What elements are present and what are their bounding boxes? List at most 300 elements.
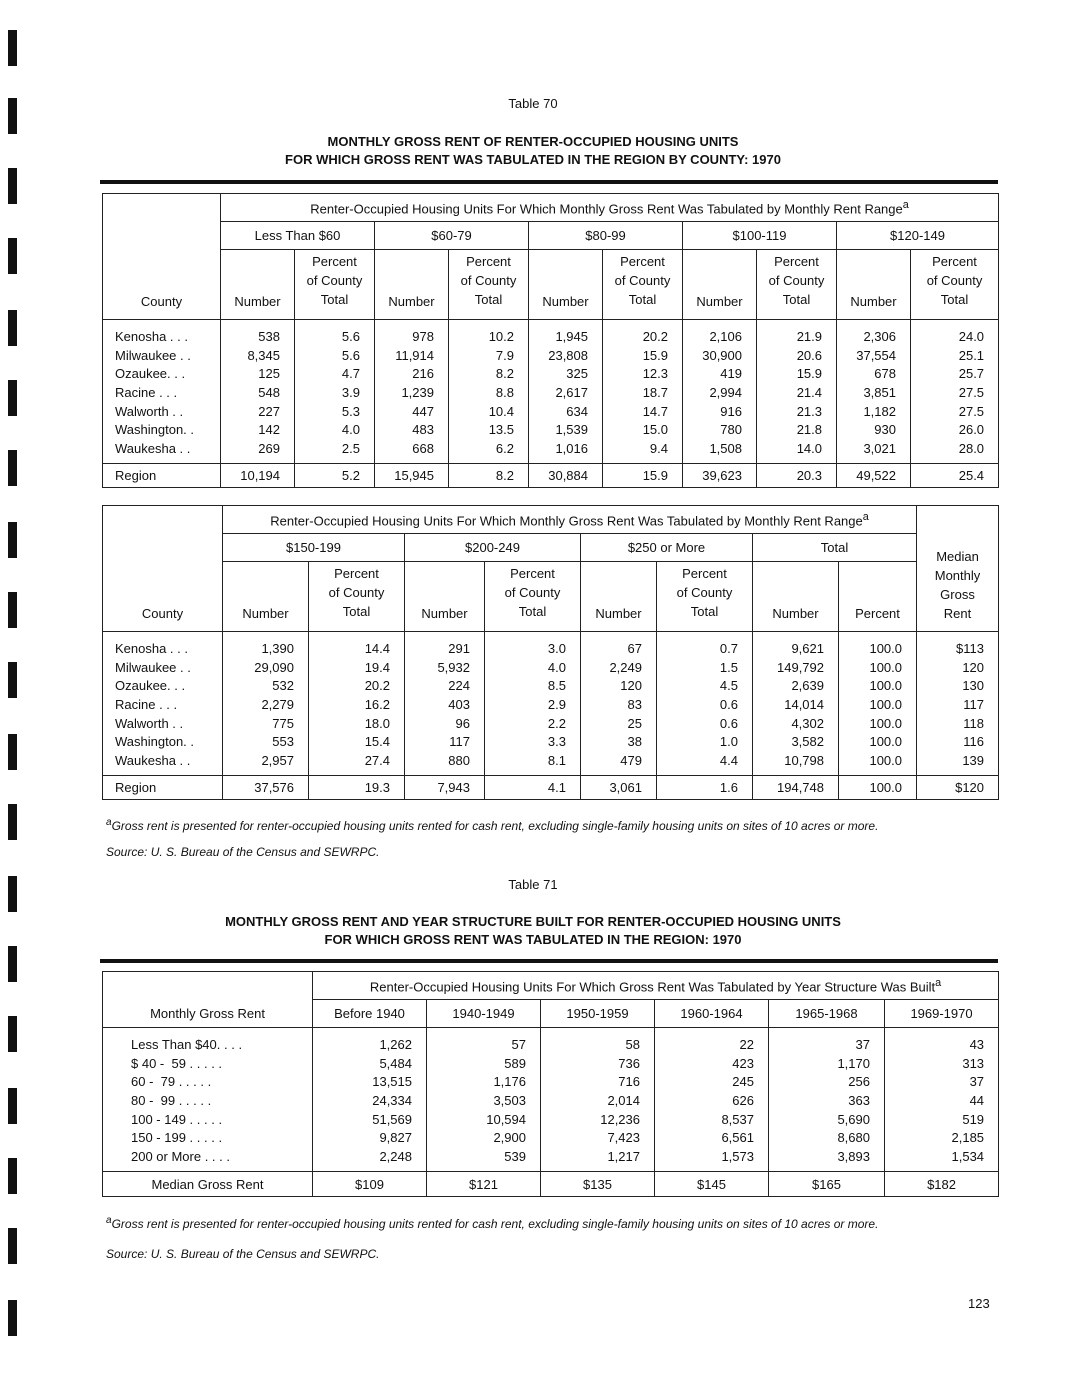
table-71-source: Source: U. S. Bureau of the Census and SEWRPC. xyxy=(106,1247,380,1261)
data-cell: 678 xyxy=(837,365,911,384)
percent-header-line: Percent xyxy=(334,566,379,581)
range-header: $120-149 xyxy=(837,222,999,250)
data-cell: 423 xyxy=(655,1054,769,1073)
footnote-text: Gross rent is presented for renter-occupied housing units rented for cash rent, excluding single-family housing units on sites of 10 acres or more. xyxy=(111,1217,879,1231)
data-cell: 29,090 xyxy=(223,658,309,677)
data-cell: 291 xyxy=(405,640,485,659)
data-cell: 8.1 xyxy=(485,751,581,770)
data-cell: 100.0 xyxy=(839,732,917,751)
data-cell: 10,594 xyxy=(427,1110,541,1129)
footnote-mark: a xyxy=(935,976,942,989)
data-cell: 3.0 xyxy=(485,640,581,659)
data-cell: 6.2 xyxy=(449,439,529,458)
data-cell: 3.3 xyxy=(485,732,581,751)
summary-cell: 30,884 xyxy=(529,464,603,488)
year-header: Before 1940 xyxy=(313,1000,427,1028)
table-row xyxy=(103,640,999,659)
summary-cell: 5.2 xyxy=(295,464,375,488)
table-row xyxy=(103,1091,999,1110)
summary-cell: 4.1 xyxy=(485,776,581,800)
data-cell: 553 xyxy=(223,732,309,751)
data-cell: 20.6 xyxy=(757,346,837,365)
footnote-mark: a xyxy=(862,510,869,523)
row-label: Racine . . . xyxy=(115,385,178,401)
table-row xyxy=(103,1110,999,1129)
data-cell: 13.5 xyxy=(449,420,529,439)
data-cell: 8.5 xyxy=(485,677,581,696)
median-cell: $165 xyxy=(769,1172,885,1197)
binder-mark xyxy=(8,522,17,558)
data-cell: 519 xyxy=(885,1110,999,1129)
row-label: Waukesha . . xyxy=(115,752,191,768)
county-header-cell xyxy=(103,194,221,320)
data-cell: 4.0 xyxy=(295,420,375,439)
table-row xyxy=(103,658,999,677)
summary-cell: 37,576 xyxy=(223,776,309,800)
data-cell: 1,262 xyxy=(313,1036,427,1055)
percent-of-county-header xyxy=(603,250,683,320)
data-cell: 626 xyxy=(655,1091,769,1110)
data-cell: 6,561 xyxy=(655,1128,769,1147)
binder-mark xyxy=(8,734,17,770)
data-cell: 20.2 xyxy=(309,677,405,696)
range-header-row xyxy=(103,222,999,250)
data-cell: 51,569 xyxy=(313,1110,427,1129)
data-cell: 100.0 xyxy=(839,658,917,677)
data-cell: 9,621 xyxy=(753,640,839,659)
percent-header-line: Percent xyxy=(682,566,727,581)
percent-header-line: Percent xyxy=(620,254,665,269)
data-cell: 18.0 xyxy=(309,714,405,733)
data-cell: 2,279 xyxy=(223,695,309,714)
data-cell: 14.7 xyxy=(603,402,683,421)
data-cell: 43 xyxy=(885,1036,999,1055)
year-header: 1940-1949 xyxy=(427,1000,541,1028)
data-cell: 18.7 xyxy=(603,383,683,402)
data-cell: 419 xyxy=(683,365,757,384)
data-cell: 118 xyxy=(917,714,999,733)
data-cell: 930 xyxy=(837,420,911,439)
data-cell: 3,582 xyxy=(753,732,839,751)
summary-cell: 49,522 xyxy=(837,464,911,488)
data-cell: 100.0 xyxy=(839,714,917,733)
percent-header-line: of County xyxy=(926,273,983,288)
range-header: Total xyxy=(753,534,917,562)
row-label: Milwaukee . . xyxy=(115,347,191,363)
table-row xyxy=(103,1147,999,1166)
data-cell: 1,539 xyxy=(529,420,603,439)
row-label: Washington. . xyxy=(115,422,195,438)
data-cell: 22 xyxy=(655,1036,769,1055)
binder-mark xyxy=(8,1158,17,1194)
table-row xyxy=(103,751,999,770)
row-label: Kenosha . . . xyxy=(115,641,188,657)
binder-mark xyxy=(8,662,17,698)
data-cell: 1,182 xyxy=(837,402,911,421)
summary-cell: 20.3 xyxy=(757,464,837,488)
table-row xyxy=(103,1054,999,1073)
data-cell: 5.6 xyxy=(295,328,375,347)
percent-of-county-header xyxy=(449,250,529,320)
data-cell: 363 xyxy=(769,1091,885,1110)
data-cell: 2,900 xyxy=(427,1128,541,1147)
row-label: Ozaukee. . . xyxy=(115,678,186,694)
table-row xyxy=(103,346,999,365)
data-cell: 775 xyxy=(223,714,309,733)
median-header-line: Gross xyxy=(940,587,975,602)
median-cell: $109 xyxy=(313,1172,427,1197)
data-cell: 2.2 xyxy=(485,714,581,733)
region-row xyxy=(103,776,999,800)
summary-cell: 15,945 xyxy=(375,464,449,488)
table-row xyxy=(103,1128,999,1147)
data-cell: 11,914 xyxy=(375,346,449,365)
footnote-mark: a xyxy=(106,1215,112,1226)
data-cell: 27.5 xyxy=(911,383,999,402)
group-header xyxy=(221,194,999,222)
row-label: $ 40 - 59 . . . . . xyxy=(131,1055,223,1071)
range-header: $250 or More xyxy=(581,534,753,562)
row-label: Kenosha . . . xyxy=(115,329,188,345)
summary-cell: $120 xyxy=(917,776,999,800)
data-cell: 3,893 xyxy=(769,1147,885,1166)
data-cell: 149,792 xyxy=(753,658,839,677)
data-cell: 100.0 xyxy=(839,695,917,714)
data-cell: 780 xyxy=(683,420,757,439)
percent-header-line: Percent xyxy=(774,254,819,269)
data-cell: 130 xyxy=(917,677,999,696)
table-70-part-1 xyxy=(102,193,999,488)
number-header: Number xyxy=(223,562,309,632)
binder-mark xyxy=(8,804,17,840)
data-cell: 120 xyxy=(581,677,657,696)
table-row xyxy=(103,420,999,439)
data-cell: 2.9 xyxy=(485,695,581,714)
row-label: 150 - 199 . . . . . xyxy=(131,1130,223,1146)
table-row xyxy=(103,695,999,714)
data-cell: 21.9 xyxy=(757,328,837,347)
data-cell: 1,534 xyxy=(885,1147,999,1166)
data-cell: 14,014 xyxy=(753,695,839,714)
data-cell: 4.7 xyxy=(295,365,375,384)
data-cell: 8.2 xyxy=(449,365,529,384)
percent-header-line: Percent xyxy=(466,254,511,269)
table-70-title-line2: FOR WHICH GROSS RENT WAS TABULATED IN THE REGION BY COUNTY: 1970 xyxy=(285,152,781,167)
number-header: Number xyxy=(405,562,485,632)
summary-label: Region xyxy=(103,464,221,488)
data-cell: 2,248 xyxy=(313,1147,427,1166)
data-cell: 1,176 xyxy=(427,1073,541,1092)
data-cell: 5.3 xyxy=(295,402,375,421)
data-cell: 256 xyxy=(769,1073,885,1092)
data-cell: 8,345 xyxy=(221,346,295,365)
table-71-title-line1: MONTHLY GROSS RENT AND YEAR STRUCTURE BUILT FOR RENTER-OCCUPIED HOUSING UNITS xyxy=(225,914,841,929)
percent-header-line: Total xyxy=(342,604,371,619)
data-cell: 9,827 xyxy=(313,1128,427,1147)
data-cell: 325 xyxy=(529,365,603,384)
footnote-text: Gross rent is presented for renter-occupied housing units rented for cash rent, excluding single-family housing units on sites of 10 acres or more. xyxy=(111,819,879,833)
data-cell: 7.9 xyxy=(449,346,529,365)
data-cell: 245 xyxy=(655,1073,769,1092)
data-cell: 4.4 xyxy=(657,751,753,770)
data-cell: 116 xyxy=(917,732,999,751)
data-cell: 483 xyxy=(375,420,449,439)
table-70-title-line1: MONTHLY GROSS RENT OF RENTER-OCCUPIED HOUSING UNITS xyxy=(327,134,739,149)
group-header-text: Renter-Occupied Housing Units For Which Monthly Gross Rent Was Tabulated by Monthly Rent Range xyxy=(270,513,863,529)
table-70-title xyxy=(0,133,1066,169)
percent-header: Percent xyxy=(839,562,917,632)
data-cell: 57 xyxy=(427,1036,541,1055)
data-cell: 27.4 xyxy=(309,751,405,770)
row-label: 200 or More . . . . xyxy=(131,1148,230,1164)
data-cell: 2,249 xyxy=(581,658,657,677)
percent-header-line: of County xyxy=(306,273,363,288)
binder-mark xyxy=(8,310,17,346)
median-header-line: Rent xyxy=(943,606,972,621)
data-cell: 100.0 xyxy=(839,677,917,696)
data-cell: 1,239 xyxy=(375,383,449,402)
summary-cell: 8.2 xyxy=(449,464,529,488)
group-header-text: Renter-Occupied Housing Units For Which Monthly Gross Rent Was Tabulated by Monthly Rent Range xyxy=(310,201,903,217)
data-cell: 2,994 xyxy=(683,383,757,402)
data-cell: 37,554 xyxy=(837,346,911,365)
data-cell: 8,680 xyxy=(769,1128,885,1147)
binder-mark xyxy=(8,30,17,66)
number-header: Number xyxy=(753,562,839,632)
region-row xyxy=(103,464,999,488)
median-cell: $182 xyxy=(885,1172,999,1197)
data-cell: 25.1 xyxy=(911,346,999,365)
data-cell: 3,851 xyxy=(837,383,911,402)
data-cell: 4,302 xyxy=(753,714,839,733)
binder-mark xyxy=(8,592,17,628)
data-cell: 1.5 xyxy=(657,658,753,677)
data-cell: 532 xyxy=(223,677,309,696)
data-cell: 5,690 xyxy=(769,1110,885,1129)
group-header xyxy=(223,506,917,534)
table-71-top-rule xyxy=(100,959,998,963)
data-cell: 8,537 xyxy=(655,1110,769,1129)
table-row xyxy=(103,714,999,733)
number-header: Number xyxy=(683,250,757,320)
summary-cell: 19.3 xyxy=(309,776,405,800)
data-cell: 24,334 xyxy=(313,1091,427,1110)
summary-cell: 194,748 xyxy=(753,776,839,800)
data-cell: 28.0 xyxy=(911,439,999,458)
data-cell: 15.9 xyxy=(757,365,837,384)
table-70-top-rule xyxy=(100,180,998,184)
footnote-mark: a xyxy=(902,198,909,211)
percent-of-county-header xyxy=(309,562,405,632)
data-cell: 38 xyxy=(581,732,657,751)
data-cell: 142 xyxy=(221,420,295,439)
row-label: Milwaukee . . xyxy=(115,659,191,675)
data-cell: 1,217 xyxy=(541,1147,655,1166)
table-row xyxy=(103,1036,999,1055)
county-header: County xyxy=(141,606,184,621)
median-header-line: Median xyxy=(936,549,979,564)
percent-of-county-header xyxy=(295,250,375,320)
range-header-row xyxy=(103,534,999,562)
data-cell: 736 xyxy=(541,1054,655,1073)
median-header-line: Monthly xyxy=(934,568,981,583)
table-71-caption: Table 71 xyxy=(508,877,558,892)
page-number: 123 xyxy=(968,1296,990,1311)
summary-cell: 15.9 xyxy=(603,464,683,488)
data-cell: $113 xyxy=(917,640,999,659)
data-cell: 1,945 xyxy=(529,328,603,347)
data-cell: 25.7 xyxy=(911,365,999,384)
data-cell: 37 xyxy=(769,1036,885,1055)
row-label: Ozaukee. . . xyxy=(115,366,186,382)
data-cell: 538 xyxy=(221,328,295,347)
binder-mark xyxy=(8,1228,17,1264)
data-cell: 3,021 xyxy=(837,439,911,458)
data-cell: 2,106 xyxy=(683,328,757,347)
percent-of-county-header xyxy=(485,562,581,632)
year-header: 1960-1964 xyxy=(655,1000,769,1028)
range-header: $100-119 xyxy=(683,222,837,250)
data-cell: 916 xyxy=(683,402,757,421)
data-cell: 880 xyxy=(405,751,485,770)
table-row xyxy=(103,732,999,751)
data-cell: 0.6 xyxy=(657,714,753,733)
data-cell: 1,573 xyxy=(655,1147,769,1166)
range-header: Less Than $60 xyxy=(221,222,375,250)
summary-cell: 39,623 xyxy=(683,464,757,488)
table-71-footnote xyxy=(106,1215,878,1231)
median-header xyxy=(917,506,999,632)
row-label: 100 - 149 . . . . . xyxy=(131,1111,223,1127)
summary-cell: 10,194 xyxy=(221,464,295,488)
row-label: Waukesha . . xyxy=(115,440,191,456)
data-cell: 589 xyxy=(427,1054,541,1073)
percent-header-line: Total xyxy=(782,292,811,307)
column-header-row xyxy=(103,562,999,632)
data-cell: 37 xyxy=(885,1073,999,1092)
data-cell: 44 xyxy=(885,1091,999,1110)
data-cell: 1,170 xyxy=(769,1054,885,1073)
number-header: Number xyxy=(221,250,295,320)
binder-mark xyxy=(8,1016,17,1052)
number-header: Number xyxy=(375,250,449,320)
binder-mark xyxy=(8,168,17,204)
data-cell: 447 xyxy=(375,402,449,421)
data-cell: 15.4 xyxy=(309,732,405,751)
group-header xyxy=(313,972,999,1000)
row-label-header: Monthly Gross Rent xyxy=(103,972,313,1028)
row-label: Walworth . . xyxy=(115,403,184,419)
data-cell: 23,808 xyxy=(529,346,603,365)
data-cell: 269 xyxy=(221,439,295,458)
range-header: $150-199 xyxy=(223,534,405,562)
range-header: $200-249 xyxy=(405,534,581,562)
data-cell: 8.8 xyxy=(449,383,529,402)
binder-mark xyxy=(8,1088,17,1124)
table-71 xyxy=(102,971,999,1197)
data-cell: 120 xyxy=(917,658,999,677)
number-header: Number xyxy=(581,562,657,632)
data-cell: 25 xyxy=(581,714,657,733)
data-cell: 1,390 xyxy=(223,640,309,659)
data-cell: 26.0 xyxy=(911,420,999,439)
data-cell: 1.0 xyxy=(657,732,753,751)
year-header: 1965-1968 xyxy=(769,1000,885,1028)
data-cell: 10,798 xyxy=(753,751,839,770)
data-cell: 978 xyxy=(375,328,449,347)
range-header: $80-99 xyxy=(529,222,683,250)
data-cell: 2,014 xyxy=(541,1091,655,1110)
summary-cell: 7,943 xyxy=(405,776,485,800)
table-row xyxy=(103,439,999,458)
median-row xyxy=(103,1172,999,1197)
footnote-mark: a xyxy=(106,817,112,828)
binder-mark xyxy=(8,238,17,274)
percent-header-line: of County xyxy=(504,585,561,600)
table-row xyxy=(103,328,999,347)
data-cell: 716 xyxy=(541,1073,655,1092)
table-70-footnote xyxy=(106,817,878,833)
percent-header-line: Total xyxy=(518,604,547,619)
data-cell: 0.7 xyxy=(657,640,753,659)
binder-mark xyxy=(8,946,17,982)
data-cell: 3.9 xyxy=(295,383,375,402)
table-row xyxy=(103,1073,999,1092)
county-header-cell xyxy=(103,506,223,632)
median-cell: $121 xyxy=(427,1172,541,1197)
table-71-title-line2: FOR WHICH GROSS RENT WAS TABULATED IN THE REGION: 1970 xyxy=(324,932,742,947)
data-cell: 21.3 xyxy=(757,402,837,421)
table-row xyxy=(103,383,999,402)
percent-of-county-header xyxy=(657,562,753,632)
binder-mark xyxy=(8,380,17,416)
range-header: $60-79 xyxy=(375,222,529,250)
data-cell: 10.2 xyxy=(449,328,529,347)
percent-header-line: Total xyxy=(320,292,349,307)
percent-header-line: Total xyxy=(474,292,503,307)
data-cell: 14.4 xyxy=(309,640,405,659)
data-cell: 139 xyxy=(917,751,999,770)
table-71-title xyxy=(0,913,1066,949)
data-cell: 12,236 xyxy=(541,1110,655,1129)
data-cell: 9.4 xyxy=(603,439,683,458)
data-cell: 27.5 xyxy=(911,402,999,421)
group-header-text: Renter-Occupied Housing Units For Which Gross Rent Was Tabulated by Year Structure Was Built xyxy=(369,979,936,995)
data-cell: 20.2 xyxy=(603,328,683,347)
data-cell: 13,515 xyxy=(313,1073,427,1092)
percent-header-line: Percent xyxy=(932,254,977,269)
data-cell: 117 xyxy=(917,695,999,714)
table-row xyxy=(103,677,999,696)
data-cell: 548 xyxy=(221,383,295,402)
summary-cell: 100.0 xyxy=(839,776,917,800)
data-cell: 30,900 xyxy=(683,346,757,365)
data-cell: 96 xyxy=(405,714,485,733)
data-cell: 117 xyxy=(405,732,485,751)
data-cell: 2,185 xyxy=(885,1128,999,1147)
data-cell: 5.6 xyxy=(295,346,375,365)
data-cell: 21.4 xyxy=(757,383,837,402)
data-cell: 4.0 xyxy=(485,658,581,677)
data-cell: 16.2 xyxy=(309,695,405,714)
data-cell: 634 xyxy=(529,402,603,421)
table-row xyxy=(103,365,999,384)
data-cell: 100.0 xyxy=(839,751,917,770)
data-cell: 0.6 xyxy=(657,695,753,714)
data-cell: 3,503 xyxy=(427,1091,541,1110)
percent-of-county-header xyxy=(911,250,999,320)
percent-header-line: Total xyxy=(690,604,719,619)
